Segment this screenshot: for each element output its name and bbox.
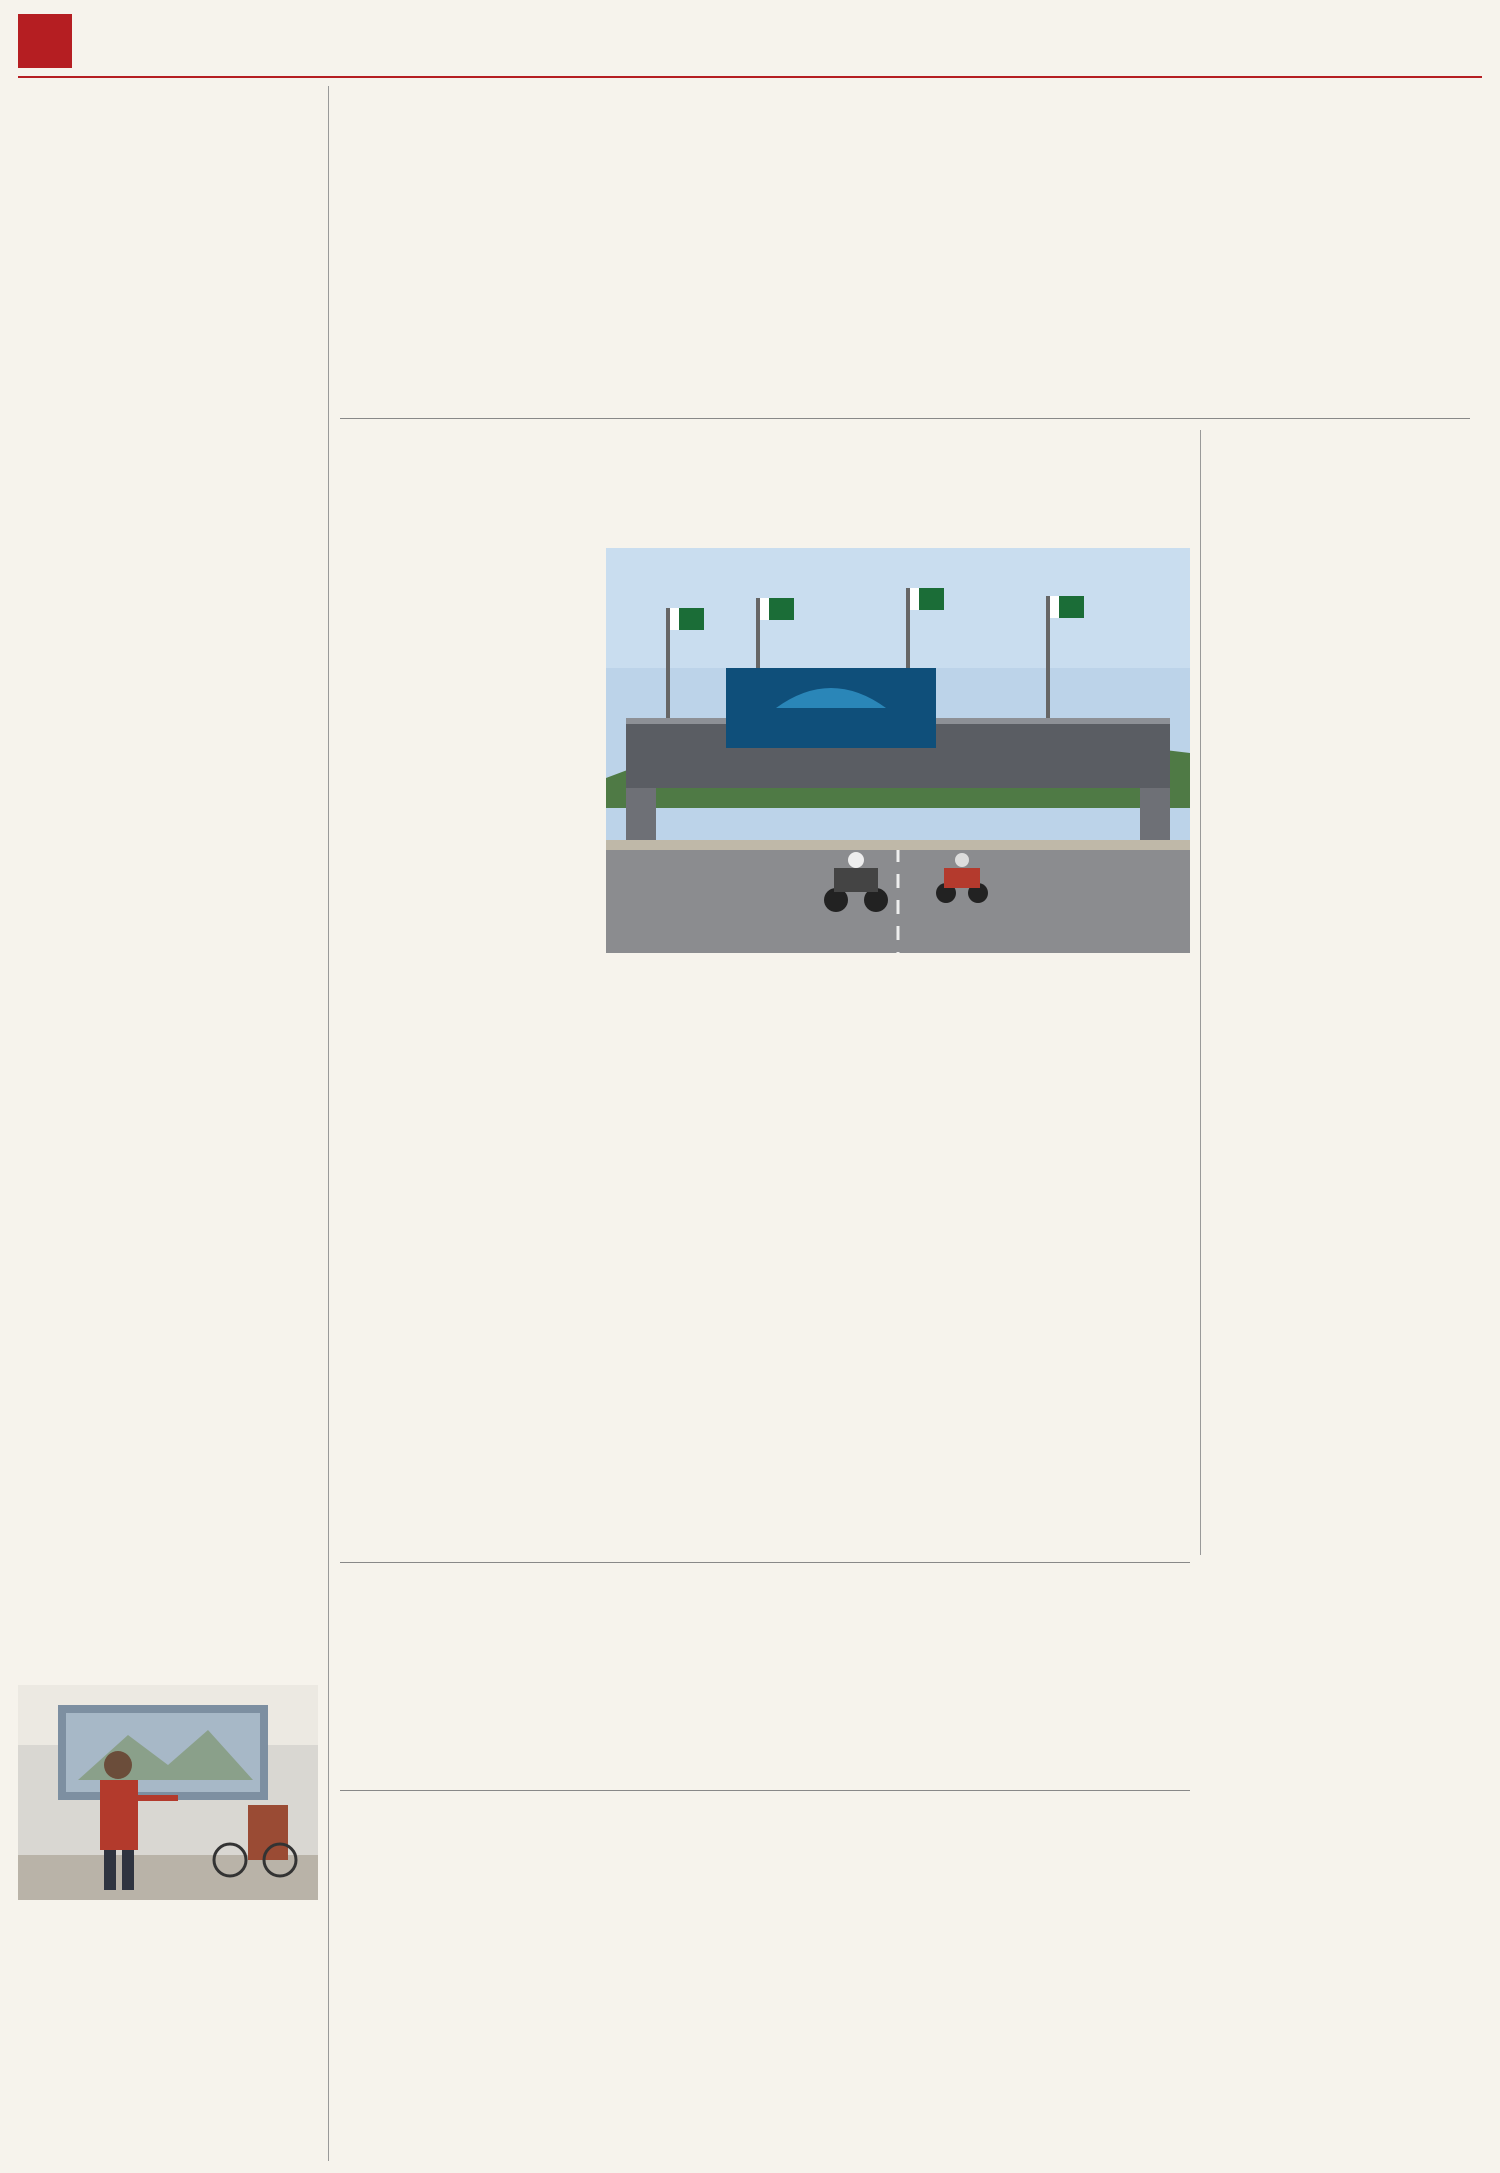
spain-bottom-rule — [340, 418, 1470, 419]
page-number — [18, 14, 72, 68]
masthead-rule — [18, 76, 1482, 78]
arch-top-rule — [340, 1562, 1190, 1563]
right-feature-body — [1212, 432, 1384, 2154]
us-iran-photo — [606, 548, 1190, 953]
column-divider-right — [1200, 430, 1201, 1555]
column-divider-left — [328, 86, 329, 2161]
arch-body — [340, 1634, 1190, 1784]
spain-body — [340, 216, 1470, 416]
nato-body — [340, 1866, 1190, 2146]
nato-top-rule — [340, 1790, 1190, 1791]
islamabad-street-illustration — [606, 548, 1190, 953]
left-feature-photo — [18, 1685, 318, 1900]
speaker-photo-illustration — [18, 1685, 318, 1900]
